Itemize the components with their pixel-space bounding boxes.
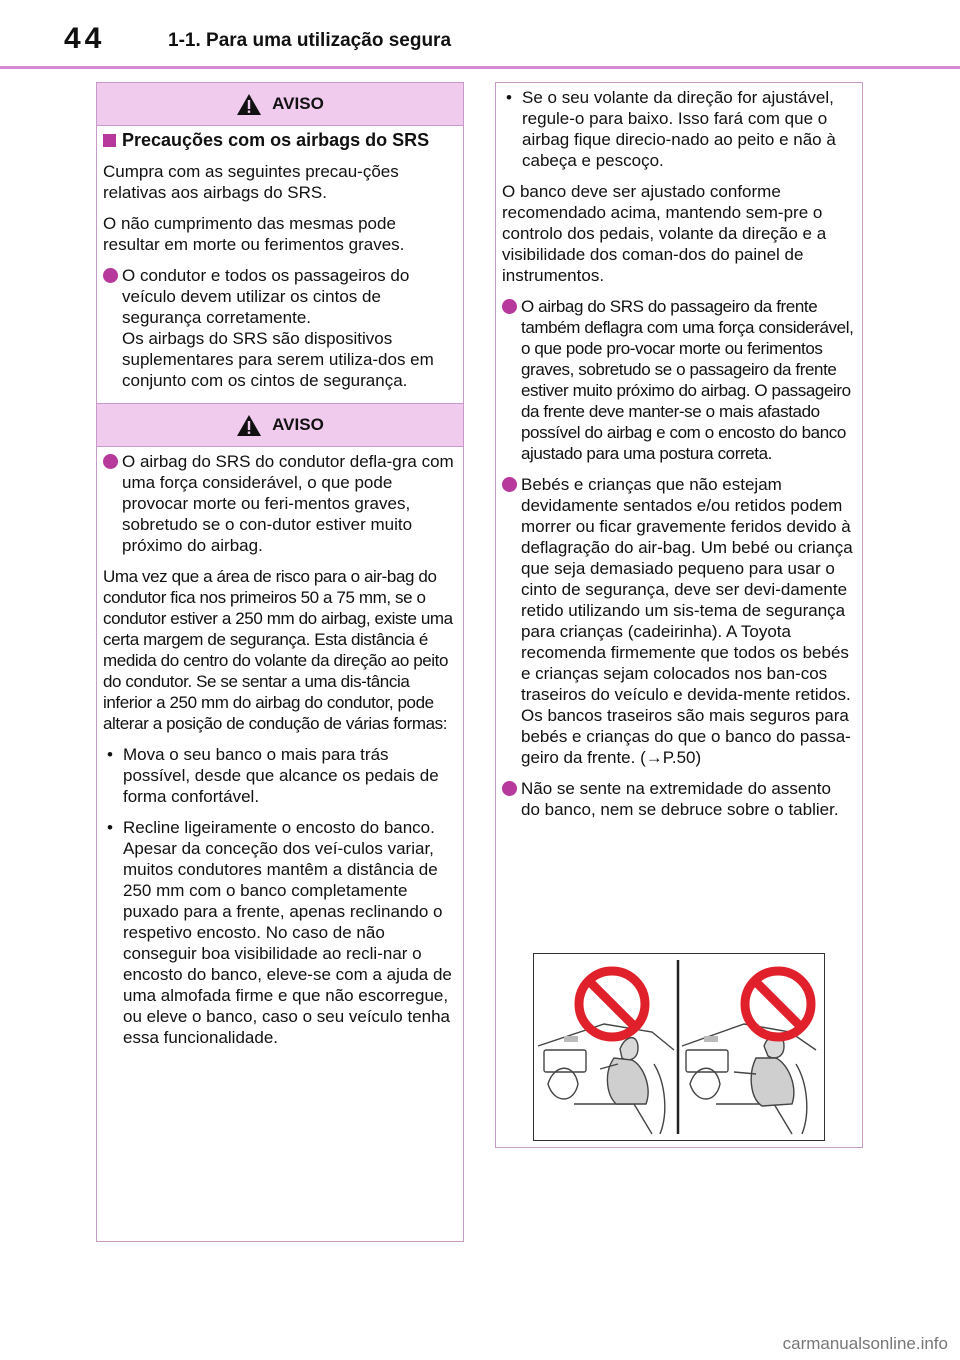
square-bullet-icon xyxy=(103,134,116,147)
right-panel-scene xyxy=(682,1024,816,1134)
warning-triangle-icon xyxy=(236,93,262,116)
dash-item xyxy=(502,87,854,171)
bullet-text: O airbag do SRS do passageiro da frente também deflagra com uma força considerável, o que pode pro-vocar morte ou ferimentos graves, sobretudo se o passageiro da frente estiver muito próximo do airbag. O passageiro da frente deve manter-se o mais afastado possível do airbag e com o encosto do banco ajustado para uma postura correta. xyxy=(521,297,854,463)
bullet-dot-icon xyxy=(502,299,517,314)
watermark: carmanualsonline.info xyxy=(782,1334,948,1353)
aviso-label: AVISO xyxy=(272,415,324,434)
paragraph: Cumpra com as seguintes precau-ções relativas aos airbags do SRS. xyxy=(103,162,399,202)
bullet-item xyxy=(502,296,854,464)
illustration-drawing xyxy=(534,954,823,1139)
paragraph: O banco deve ser ajustado conforme recomendado acima, mantendo sem-pre o controlo dos pedais, volante da direção e a visibilidade dos coman-dos do painel de instrumentos. xyxy=(502,182,827,285)
bullet-item xyxy=(103,451,455,556)
prohibited-icon xyxy=(579,971,645,1037)
dash-bullet: • xyxy=(107,745,113,764)
dash-bullet: • xyxy=(107,818,113,837)
dash-item xyxy=(103,744,455,807)
prohibited-seating-illustration xyxy=(533,953,825,1141)
bullet-item xyxy=(502,474,854,768)
dash-text: Recline ligeiramente o encosto do banco. Apesar da conceção dos veí-culos variar, muitos condutores mantêm a distância de 250 mm com o banco completamente puxado para a frente, apenas reclinando o respetivo encosto. No caso de não conseguir boa visibilidade ao recli-nar o encosto do banco, eleve-se com a ajuda de uma almofada firme e que não escorregue, ou eleve o banco, caso o seu veículo tenha essa funcionalidade. xyxy=(123,818,452,1047)
aviso-banner xyxy=(97,83,463,126)
bullet-item xyxy=(502,778,854,820)
page-number: 44 xyxy=(64,22,106,55)
bullet-text: Os airbags do SRS são dispositivos suplementares para serem utiliza-dos em conjunto com os cintos de segurança. xyxy=(122,329,434,390)
dash-text: Mova o seu banco o mais para trás possível, desde que alcance os pedais de forma confortável. xyxy=(123,745,439,806)
section-title: 1-1. Para uma utilização segura xyxy=(168,30,452,51)
warning-triangle-icon xyxy=(236,414,262,437)
aviso-label: AVISO xyxy=(272,94,324,113)
bullet-dot-icon xyxy=(103,268,118,283)
bullet-dot-icon xyxy=(502,781,517,796)
dash-bullet: • xyxy=(506,88,512,107)
bullet-text: Bebés e crianças que não estejam devidamente sentados e/ou retidos podem morrer ou ficar gravemente feridos devido à deflagração do air-bag. Um bebé ou criança que seja demasiado pequeno para usar o cinto de segurança, deve ser devi-damente retido utilizando um sis-tema de segurança para crianças (cadeirinha). A Toyota recomenda firmemente que todos os bebés e crianças sejam colocados nos ban-cos traseiros do veículo e devida-mente retidos. Os bancos traseiros são mais seguros para bebés e crianças do que o banco do passa-geiro da frente. (→P.50) xyxy=(521,475,853,767)
bullet-dot-icon xyxy=(103,454,118,469)
dash-item xyxy=(103,817,455,1048)
dash-text: Se o seu volante da direção for ajustável, regule-o para baixo. Isso fará com que o airbag fique direcio-nado ao peito e não à cabeça e pescoço. xyxy=(522,88,836,170)
paragraph: Uma vez que a área de risco para o air-bag do condutor fica nos primeiros 50 a 75 mm, se o condutor estiver a 250 mm do airbag, existe uma certa margem de segurança. Esta distância é medida do centro do volante da direção ao peito do condutor. Se se sentar a uma dis-tância inferior a 250 mm do airbag do condutor, pode alterar a posição de condução de várias formas: xyxy=(103,567,453,733)
bullet-dot-icon xyxy=(502,477,517,492)
bullet-text: O condutor e todos os passageiros do veículo devem utilizar os cintos de segurança corretamente. xyxy=(122,266,410,327)
section-heading xyxy=(103,130,455,151)
header-rule xyxy=(0,66,960,69)
paragraph: O não cumprimento das mesmas pode resultar em morte ou ferimentos graves. xyxy=(103,214,405,254)
bullet-item xyxy=(103,265,455,391)
bullet-text: O airbag do SRS do condutor defla-gra com uma força considerável, o que pode provocar morte ou feri-mentos graves, sobretudo se o con-dutor estiver muito próximo do airbag. xyxy=(122,452,454,555)
prohibited-icon xyxy=(745,971,811,1037)
left-warning-box xyxy=(96,82,464,1242)
heading-text: Precauções com os airbags do SRS xyxy=(122,130,430,150)
bullet-text: Não se sente na extremidade do assento do banco, nem se debruce sobre o tablier. xyxy=(521,779,839,819)
aviso-banner xyxy=(97,403,463,447)
